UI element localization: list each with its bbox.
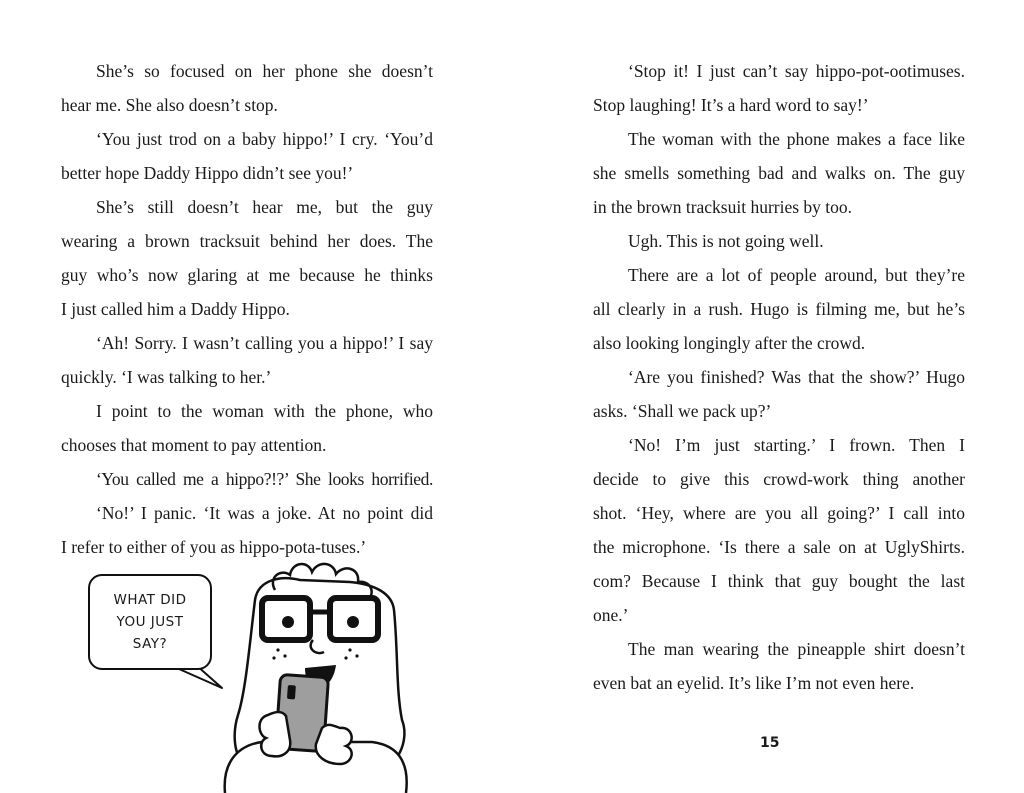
text-line: The woman with the phone makes a face like [628,129,965,149]
text-line: com? Because I think that guy bought the last [593,571,965,591]
text-line: chooses that moment to pay attention. [61,435,327,455]
speech-line: WHAT DID [113,592,187,608]
text-line: The man wearing the pineapple shirt doesn’t [628,639,965,659]
text-line: I just called him a Daddy Hippo. [61,299,290,319]
text-line: She’s so focused on her phone she doesn’t [96,61,433,81]
text-line: one.’ [593,605,629,625]
text-line: in the brown tracksuit hurries by too. [593,197,853,217]
text-line: quickly. ‘I was talking to her.’ [61,367,272,387]
text-line: decide to give this crowd-work thing another [593,469,965,489]
text-line: wearing a brown tracksuit behind her does. The [61,231,433,251]
speech-line: YOU JUST [116,614,184,630]
page-number: 15 [760,735,780,751]
left-eye [282,616,294,628]
text-line: guy who’s now glaring at me because he thinks [61,265,433,285]
text-line: She’s still doesn’t hear me, but the guy [96,197,433,217]
text-line: ‘You just trod on a baby hippo!’ I cry. ‘You’d [96,129,433,149]
text-line: ‘Are you finished? Was that the show?’ Hugo [628,367,965,387]
text-line: the microphone. ‘Is there a sale on at UglyShirts. [593,537,965,557]
speech-bubble [88,574,212,670]
right-eye [347,616,359,628]
text-line: There are a lot of people around, but they’re [628,265,965,285]
text-line: ‘No!’ I panic. ‘It was a joke. At no point did [96,503,433,523]
text-line: also looking longingly after the crowd. [593,333,866,353]
text-line: even bat an eyelid. It’s like I’m not even here. [593,673,915,693]
left-hand [260,712,291,756]
text-line: Stop laughing! It’s a hard word to say!’ [593,95,869,115]
text-line: she smells something bad and walks on. The guy [593,163,965,183]
right-hand [316,725,352,764]
text-line: all clearly in a rush. Hugo is filming me, but he’s [593,299,965,319]
text-line: shot. ‘Hey, where are you all going?’ I call into [593,503,965,523]
text-line: ‘No! I’m just starting.’ I frown. Then I [628,435,965,455]
text-line: better hope Daddy Hippo didn’t see you!’ [61,163,354,183]
text-line: Ugh. This is not going well. [628,231,824,251]
text-line: I refer to either of you as hippo-pota-tuses.’ [61,537,367,557]
text-line: ‘Stop it! I just can’t say hippo-pot-ootimuses. [628,61,965,81]
text-line: ‘Ah! Sorry. I wasn’t calling you a hippo!’ I say [96,333,433,353]
text-line: I point to the woman with the phone, who [96,401,433,421]
speech-line: SAY? [132,636,168,652]
text-line: ‘You called me a hippo?!?’ She looks horrified. [96,469,433,489]
text-line: asks. ‘Shall we pack up?’ [593,401,772,421]
text-line: hear me. She also doesn’t stop. [61,95,278,115]
